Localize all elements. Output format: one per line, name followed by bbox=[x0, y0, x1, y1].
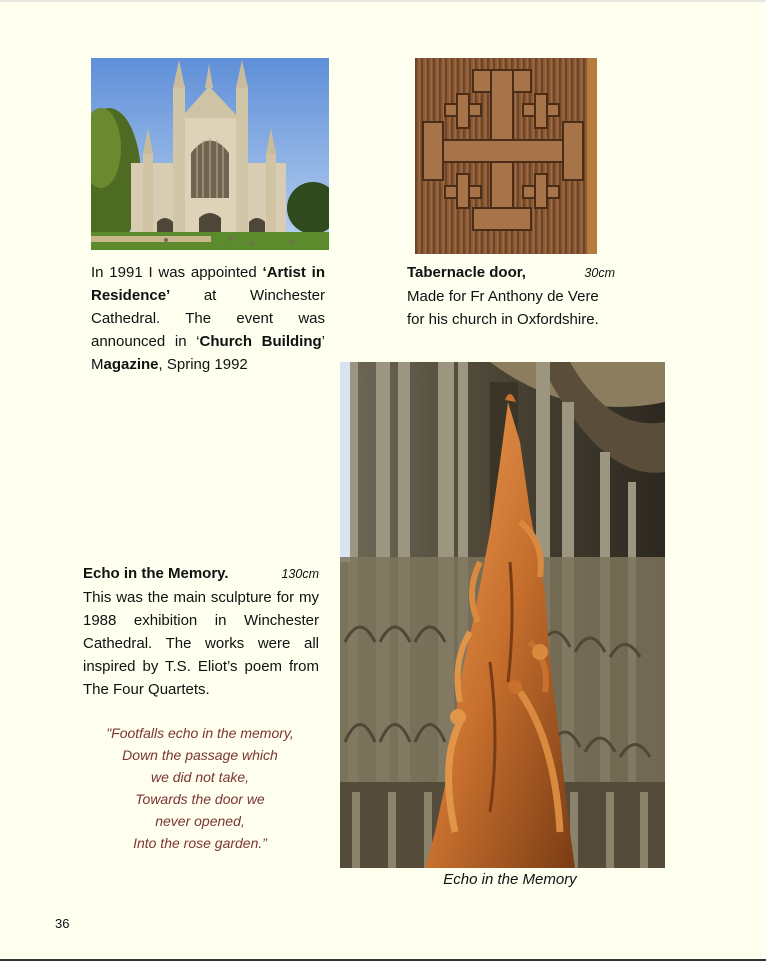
artist-in-residence-text bbox=[91, 261, 325, 376]
tabernacle-door-size: 30cm bbox=[584, 266, 615, 280]
artist-text-part: at Winchester Cathedral. The event was announced in ‘ bbox=[91, 287, 325, 350]
poem-line: "Footfalls echo in the memory, bbox=[106, 725, 294, 741]
artist-in-residence-title: ‘Artist in Residence’ bbox=[91, 264, 325, 304]
page-number: 36 bbox=[55, 916, 70, 931]
artist-text-part: In 1991 I was appointed bbox=[91, 264, 263, 281]
echo-in-the-memory-size: 130cm bbox=[281, 567, 319, 581]
poem-quote bbox=[80, 722, 320, 854]
echo-in-the-memory-title: Echo in the Memory. bbox=[83, 565, 229, 582]
winchester-cathedral-photo bbox=[91, 58, 329, 250]
poem-line: we did not take, bbox=[150, 769, 250, 785]
echo-in-the-memory-photo bbox=[340, 362, 665, 868]
top-border bbox=[0, 0, 766, 2]
poem-line: Towards the door we bbox=[135, 791, 265, 807]
tabernacle-door-title: Tabernacle door, bbox=[407, 264, 526, 281]
artist-text-part: , Spring 1992 bbox=[158, 356, 248, 373]
tabernacle-door-line: Made for Fr Anthony de Vere bbox=[407, 288, 599, 305]
artist-text-part: ’ M bbox=[91, 333, 325, 373]
poem-line: Into the rose garden.” bbox=[133, 835, 267, 851]
echo-in-the-memory-text bbox=[83, 562, 319, 701]
echo-in-the-memory-body: This was the main sculpture for my 1988 exhibition in Winchester Cathedral. The works were all inspired by T.S. Eliot’s poem from The Four Quartets. bbox=[83, 589, 319, 698]
tabernacle-door-line: for his church in Oxfordshire. bbox=[407, 311, 599, 328]
poem-line: Down the passage which bbox=[122, 747, 278, 763]
poem-line: never opened, bbox=[155, 813, 245, 829]
magazine-bold-part: agazine bbox=[103, 356, 159, 373]
tabernacle-door-photo bbox=[415, 58, 597, 254]
church-building-title: Church Building bbox=[199, 333, 322, 350]
echo-photo-caption: Echo in the Memory bbox=[443, 871, 577, 888]
tabernacle-door-text bbox=[407, 261, 615, 331]
